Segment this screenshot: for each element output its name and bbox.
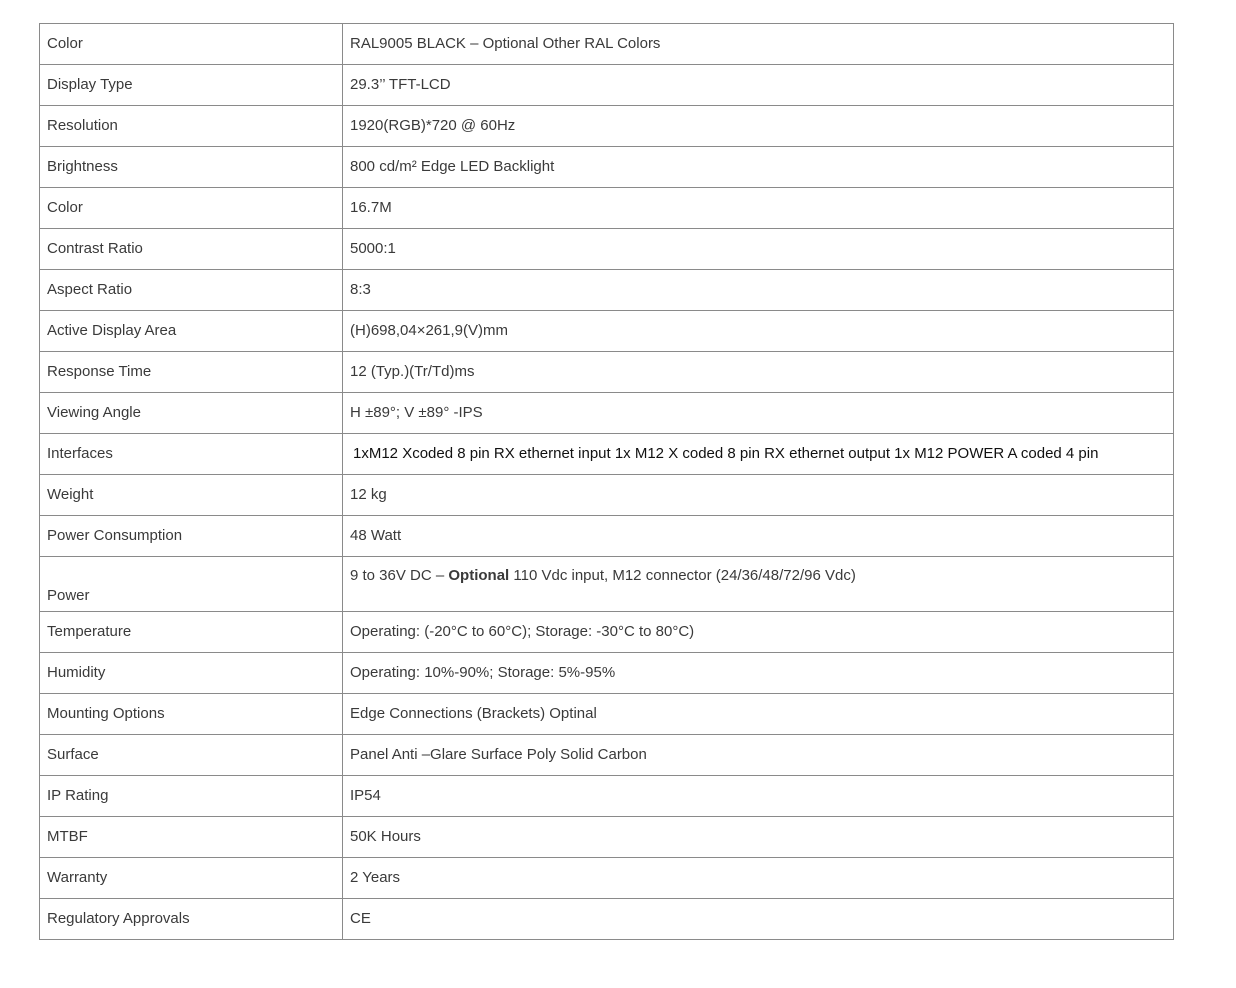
- table-row: [40, 229, 1174, 270]
- spec-label: Aspect Ratio: [40, 270, 343, 311]
- spec-label: Mounting Options: [40, 694, 343, 735]
- spec-value: 2 Years: [343, 858, 1174, 899]
- spec-label: Display Type: [40, 65, 343, 106]
- spec-label: Color: [40, 24, 343, 65]
- table-row: [40, 188, 1174, 229]
- spec-value-emphasis: Optional: [448, 567, 510, 584]
- spec-label: Power Consumption: [40, 516, 343, 557]
- table-row: [40, 516, 1174, 557]
- spec-label: Response Time: [40, 352, 343, 393]
- spec-value: Edge Connections (Brackets) Optinal: [343, 694, 1174, 735]
- spec-label: Weight: [40, 475, 343, 516]
- table-row: [40, 393, 1174, 434]
- table-row: [40, 147, 1174, 188]
- table-row: [40, 858, 1174, 899]
- spec-value: 50K Hours: [343, 817, 1174, 858]
- spec-label: Temperature: [40, 612, 343, 653]
- spec-label: Interfaces: [40, 434, 343, 475]
- spec-value: Operating: 10%-90%; Storage: 5%-95%: [343, 653, 1174, 694]
- spec-value: 1xM12 Xcoded 8 pin RX ethernet input 1x M12 X coded 8 pin RX ethernet output 1x M12 POWER A coded 4 pin: [343, 434, 1174, 475]
- table-row: [40, 434, 1174, 475]
- spec-label: MTBF: [40, 817, 343, 858]
- spec-value: [343, 557, 1174, 612]
- table-row: [40, 557, 1174, 612]
- spec-label: Color: [40, 188, 343, 229]
- spec-value: CE: [343, 899, 1174, 940]
- table-row: [40, 106, 1174, 147]
- spec-value: H ±89°; V ±89° -IPS: [343, 393, 1174, 434]
- spec-value: 48 Watt: [343, 516, 1174, 557]
- spec-label: Surface: [40, 735, 343, 776]
- spec-table: [39, 23, 1174, 940]
- spec-label: Warranty: [40, 858, 343, 899]
- table-row: [40, 653, 1174, 694]
- spec-value: 16.7M: [343, 188, 1174, 229]
- spec-value: 5000:1: [343, 229, 1174, 270]
- spec-value: 1920(RGB)*720 @ 60Hz: [343, 106, 1174, 147]
- table-row: [40, 475, 1174, 516]
- table-row: [40, 270, 1174, 311]
- spec-value: 12 kg: [343, 475, 1174, 516]
- table-row: [40, 612, 1174, 653]
- spec-label: Brightness: [40, 147, 343, 188]
- spec-value: 800 cd/m² Edge LED Backlight: [343, 147, 1174, 188]
- spec-value: (H)698,04×261,9(V)mm: [343, 311, 1174, 352]
- table-row: [40, 65, 1174, 106]
- spec-label: Contrast Ratio: [40, 229, 343, 270]
- table-row: [40, 776, 1174, 817]
- spec-value: IP54: [343, 776, 1174, 817]
- spec-label: Power: [40, 557, 343, 612]
- table-row: [40, 735, 1174, 776]
- spec-value: Panel Anti –Glare Surface Poly Solid Carbon: [343, 735, 1174, 776]
- table-row: [40, 352, 1174, 393]
- table-row: [40, 899, 1174, 940]
- spec-value: 8:3: [343, 270, 1174, 311]
- table-row: [40, 311, 1174, 352]
- spec-value: 12 (Typ.)(Tr/Td)ms: [343, 352, 1174, 393]
- spec-value: RAL9005 BLACK – Optional Other RAL Colors: [343, 24, 1174, 65]
- table-row: [40, 24, 1174, 65]
- spec-value: 29.3’’ TFT-LCD: [343, 65, 1174, 106]
- spec-label: Viewing Angle: [40, 393, 343, 434]
- spec-value-prefix: 9 to 36V DC –: [350, 567, 449, 584]
- spec-value: Operating: (-20°C to 60°C); Storage: -30°C to 80°C): [343, 612, 1174, 653]
- spec-label: Regulatory Approvals: [40, 899, 343, 940]
- spec-label: Resolution: [40, 106, 343, 147]
- spec-label: Active Display Area: [40, 311, 343, 352]
- table-row: [40, 694, 1174, 735]
- spec-value-suffix: 110 Vdc input, M12 connector (24/36/48/72/96 Vdc): [509, 567, 856, 584]
- spec-label: Humidity: [40, 653, 343, 694]
- spec-label: IP Rating: [40, 776, 343, 817]
- table-row: [40, 817, 1174, 858]
